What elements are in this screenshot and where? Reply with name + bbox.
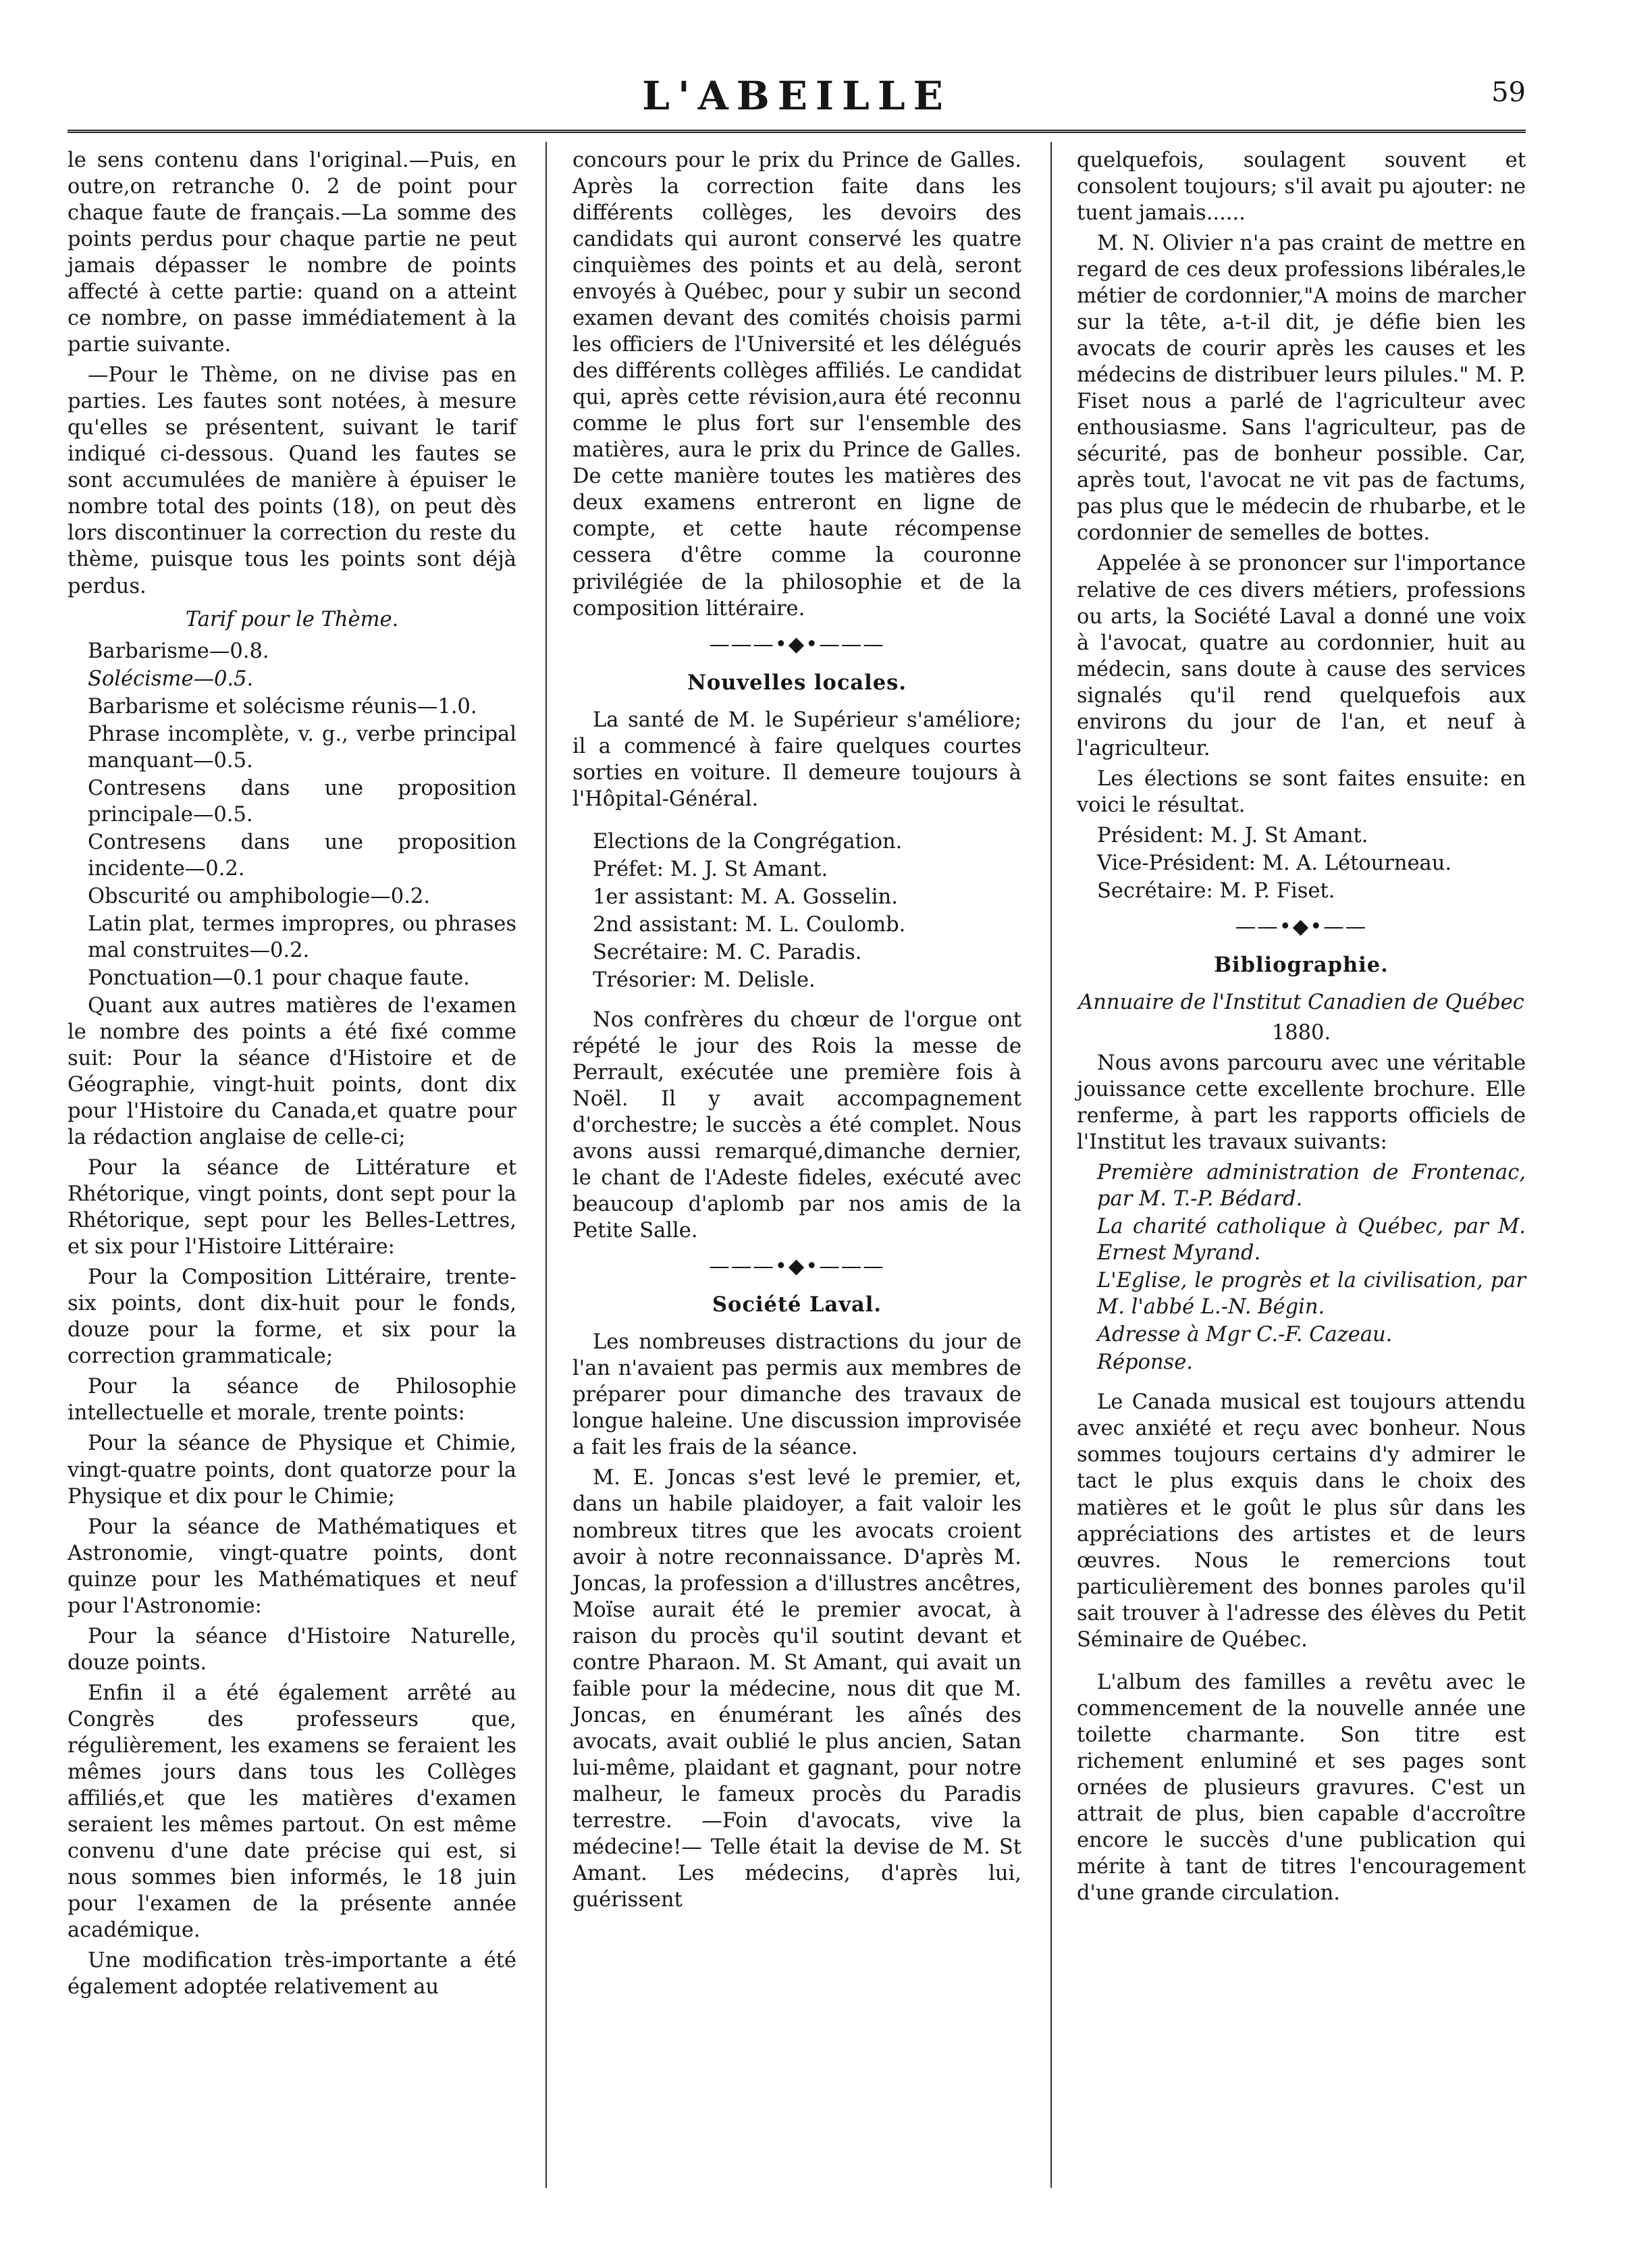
column-2 [572, 147, 1021, 1917]
list-item: Préfet: M. J. St Amant. [593, 857, 828, 881]
paragraph: Pour la séance de Physique et Chimie, vingt-quatre points, dont quatorze pour la Physique et dix pour le Chimie; [68, 1432, 516, 1509]
list-item: Phrase incomplète, v. g., verbe principal manquant—0.5. [88, 722, 516, 773]
paragraph: quelquefois, soulagent souvent et consolent toujours; s'il avait pu ajouter: ne tuent jamais...... [1077, 149, 1526, 226]
list-item: Contresens dans une proposition incidente—0.2. [88, 830, 516, 881]
column-divider-1 [545, 142, 547, 2188]
list-item: Obscurité ou amphibologie—0.2. [88, 884, 431, 908]
paragraph: M. N. Olivier n'a pas craint de mettre en regard de ces deux professions libérales,le métier de cordonnier,"A moins de marcher sur la tête, a-t-il dit, je défie bien les avocats de courir après les causes et les médecins de distribuer leurs pilules." M. P. Fiset nous a parlé de l'agriculteur avec enthousiasme. Sans l'agriculteur, pas de sécurité, pas de bonheur possible. Car, après tout, l'avocat ne vit pas de factums, pas plus que le médecin de rhubarbe, et le cordonnier de semelles de bottes. [1077, 232, 1526, 546]
list-item: 2nd assistant: M. L. Coulomb. [593, 912, 906, 937]
column-1 [68, 147, 516, 2004]
section-heading: Nouvelles locales. [687, 670, 907, 695]
list-item: Réponse. [1097, 1351, 1193, 1375]
elections-list [572, 829, 1021, 993]
paragraph: Pour la séance d'Histoire Naturelle, douze points. [68, 1624, 516, 1675]
paragraph: Quant aux autres matières de l'examen le nombre des points a été fixé comme suit: Pour la séance d'Histoire et de Géographie, vingt-huit points, dont dix pour l'Histoire du Canada,et quatre pour la rédaction anglaise de celle-ci; [68, 993, 516, 1150]
section-heading: Bibliographie. [1214, 952, 1389, 977]
paragraph: Pour la séance de Mathématiques et Astronomie, vingt-quatre points, dont quinze pour les Mathématiques et neuf pour l'Astronomie: [68, 1515, 516, 1618]
list-item: Trésorier: M. Delisle. [593, 968, 816, 992]
paragraph: L'album des familles a revêtu avec le commencement de la nouvelle année une toilette charmante. Son titre est richement enluminé et ses pages sont ornées de plusieurs gravures. C'est un attrait de plus, bien capable d'accroître encore le succès d'une publication qui mérite à tant de titres l'encouragement d'une grande circulation. [1077, 1670, 1526, 1905]
paragraph: Pour la séance de Littérature et Rhétorique, vingt points, dont sept pour la Rhétorique, sept pour les Belles-Lettres, et six pour l'Histoire Littéraire: [68, 1156, 516, 1259]
publication-year: 1880. [1271, 1020, 1331, 1045]
list-item: Adresse à Mgr C.-F. Cazeau. [1097, 1323, 1393, 1347]
paragraph: La santé de M. le Supérieur s'améliore; il a commencé à faire quelques courtes sorties en voiture. Il demeure toujours à l'Hôpital-Général. [572, 708, 1021, 811]
column-divider-2 [1050, 142, 1052, 2188]
tarif-list [68, 638, 516, 991]
section-heading: Société Laval. [712, 1292, 882, 1317]
list-item: Solécisme—0.5. [88, 666, 254, 691]
paragraph: Une modification très-importante a été également adoptée relativement au [68, 1949, 516, 1999]
page-number: 59 [1491, 77, 1526, 108]
results-list [1077, 822, 1526, 904]
list-item: Secrétaire: M. P. Fiset. [1097, 879, 1335, 903]
paragraph: Enfin il a été également arrêté au Congrès des professeurs que, régulièrement, les examens se feraient les mêmes jours dans tous les Collèges affiliés,et que les matières d'examen seraient les mêmes partout. On est même convenu d'une date précise qui est, si nous sommes bien informés, le 18 juin pour l'examen de la présente année académique. [68, 1681, 516, 1943]
paragraph: Pour la séance de Philosophie intellectuelle et morale, trente points: [68, 1375, 516, 1425]
publication-title: Annuaire de l'Institut Canadien de Québec [1078, 990, 1524, 1014]
masthead-rule [68, 130, 1526, 133]
list-item: Latin plat, termes impropres, ou phrases mal construites—0.2. [88, 912, 516, 962]
column-3 [1077, 147, 1526, 1910]
section-ornament: ———•◆•——— [709, 1255, 885, 1279]
tarif-title: Tarif pour le Thème. [185, 607, 399, 631]
list-item: 1er assistant: M. A. Gosselin. [593, 885, 898, 909]
list-item: Président: M. J. St Amant. [1097, 823, 1368, 847]
paragraph: —Pour le Thème, on ne divise pas en parties. Les fautes sont notées, à mesure qu'elles se présentent, suivant le tarif indiqué ci-dessous. Quand les fautes se sont accumulées de manière à épuiser le nombre total des points (18), on peut dès lors discontinuer la correction du reste du thème, puisque tous les points sont déjà perdus. [68, 363, 516, 598]
list-item: Vice-Président: M. A. Létourneau. [1097, 851, 1452, 875]
paragraph: Les nombreuses distractions du jour de l'an n'avaient pas permis aux membres de préparer pour dimanche des travaux de longue haleine. Une discussion improvisée a fait les frais de la séance. [572, 1330, 1021, 1460]
list-item: L'Eglise, le progrès et la civilisation, par M. l'abbé L.-N. Bégin. [1097, 1269, 1526, 1319]
paragraph: Le Canada musical est toujours attendu avec anxiété et reçu avec bonheur. Nous sommes toujours certains d'y admirer le tact le plus exquis dans le choix des matières et le goût le plus sûr dans les appréciations des artistes et de leurs œuvres. Nous le remercions tout particulièrement des bonnes paroles qu'il sait trouver à l'adresse des élèves du Petit Séminaire de Québec. [1077, 1390, 1526, 1652]
list-item: Barbarisme et solécisme réunis—1.0. [88, 694, 477, 718]
list-item: La charité catholique à Québec, par M. Ernest Myrand. [1097, 1215, 1526, 1265]
list-item: Secrétaire: M. C. Paradis. [593, 940, 862, 964]
paragraph: Nous avons parcouru avec une véritable jouissance cette excellente brochure. Elle renferme, à part les rapports officiels de l'Institut les travaux suivants: [1077, 1051, 1526, 1155]
list-item: Barbarisme—0.8. [88, 639, 269, 663]
newspaper-page [68, 68, 1526, 2195]
works-list [1077, 1159, 1526, 1376]
paragraph: Nos confrères du chœur de l'orgue ont répété le jour des Rois la messe de Perrault, exécutée une première fois à Noël. Il y avait accompagnement d'orchestre; le succès a été complet. Nous avons aussi remarqué,dimanche dernier, le chant de l'Adeste fideles, exécuté avec beaucoup d'aplomb par nos amis de la Petite Salle. [572, 1007, 1021, 1243]
list-item: Ponctuation—0.1 pour chaque faute. [88, 966, 470, 990]
paragraph: Les élections se sont faites ensuite: en voici le résultat. [1077, 766, 1526, 817]
section-ornament: ——•◆•—— [1235, 914, 1368, 939]
paragraph: le sens contenu dans l'original.—Puis, en outre,on retranche 0. 2 de point pour chaque faute de français.—La somme des points perdus pour chaque partie ne peut jamais dépasser le nombre de points affecté à cette partie: quand on a atteint ce nombre, on passe immédiatement à la partie suivante. [68, 149, 516, 357]
paragraph: Pour la Composition Littéraire, trente-six points, dont dix-huit pour le fonds, douze pour la forme, et six pour la correction grammaticale; [68, 1265, 516, 1369]
list-item: Contresens dans une proposition principale—0.5. [88, 776, 516, 827]
list-item: Première administration de Frontenac, par M. T.-P. Bédard. [1097, 1161, 1526, 1211]
paragraph: M. E. Joncas s'est levé le premier, et, dans un habile plaidoyer, a fait valoir les nombreux titres que les avocats croient avoir à notre reconnaissance. D'après M. Joncas, la profession a d'illustres ancêtres, Moïse aurait été le premier avocat, à raison du procès qu'il soutint devant et contre Pharaon. M. St Amant, qui avait un faible pour la médecine, nous dit que M. Joncas, en énumérant les aînés des avocats, avait oublié le plus ancien, Satan lui-même, plaidant et gagnant, pour notre malheur, le fameux procès du Paradis terrestre. —Foin d'avocats, vive la médecine!— Telle était la devise de M. St Amant. Les médecins, d'après lui, guérissent [572, 1466, 1021, 1912]
newspaper-title: L'ABEILLE [642, 73, 951, 119]
paragraph: concours pour le prix du Prince de Galles. Après la correction faite dans les différents collèges, les devoirs des candidats qui auront conservé les quatre cinquièmes des points et au delà, seront envoyés à Québec, pour y subir un second examen devant des comités choisis parmi les officiers de l'Université et les délégués des différents collèges affiliés. Le candidat qui, après cette révision,aura été reconnu comme le plus fort sur l'ensemble des matières, aura le prix du Prince de Galles. De cette manière toutes les matières des deux examens entreront en ligne de compte, et cette haute récompense cessera d'être comme la couronne privilégiée de la philosophie et de la composition littéraire. [572, 149, 1021, 621]
list-title: Elections de la Congrégation. [593, 829, 903, 854]
masthead [68, 68, 1526, 132]
paragraph: Appelée à se prononcer sur l'importance relative de ces divers métiers, professions ou arts, la Société Laval a donné une voix à l'avocat, quatre au cordonnier, huit au médecin, sans doute à cause des services signalés qu'il rend quelquefois aux environs du jour de l'an, et neuf à l'agriculteur. [1077, 552, 1526, 760]
section-ornament: ———•◆•——— [709, 632, 885, 656]
